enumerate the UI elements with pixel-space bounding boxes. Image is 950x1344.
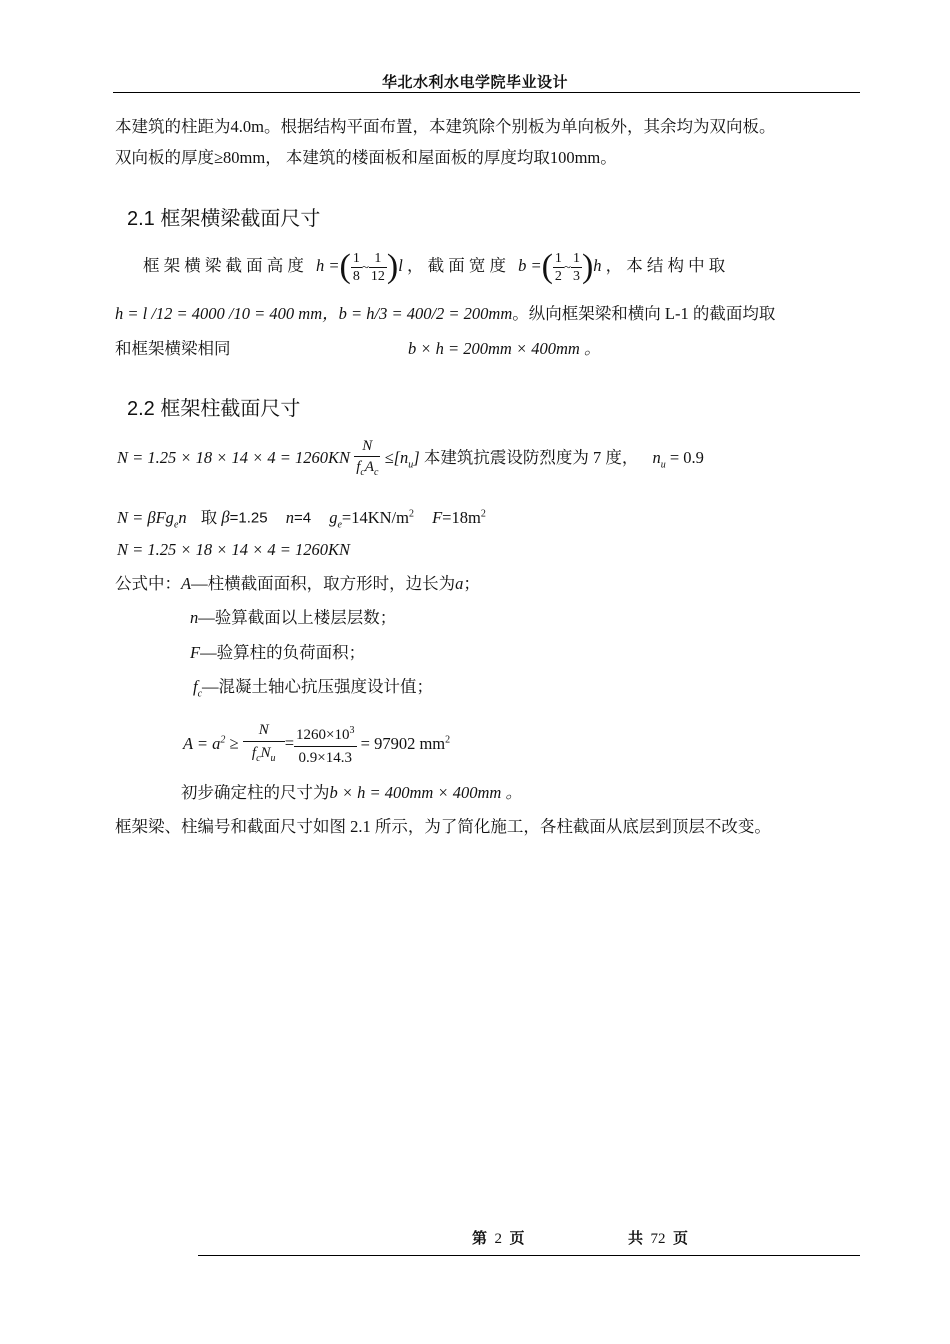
where-f-line: [193, 676, 433, 705]
section-2-2-heading: 2.2 框架柱截面尺寸: [127, 398, 301, 420]
page-number: 第 2 页: [472, 1231, 525, 1247]
eq-h-tilde: ~: [361, 259, 369, 274]
eq-h-rhs: l: [398, 256, 403, 275]
where-A-text: —柱横截面面积，取方形时，边长为: [191, 574, 456, 593]
eq2-n-val: =4: [293, 509, 312, 527]
where-n-line: [190, 607, 396, 629]
prelim-text: 初步确定柱的尺寸为: [181, 783, 330, 802]
eq1-main: N = 1.25 × 18 × 14 × 4 = 1260KN: [117, 448, 351, 467]
eq-b-tilde: ~: [563, 259, 571, 274]
right-paren-icon: ): [386, 248, 399, 286]
where-A-symbol: A: [181, 574, 192, 593]
where-label: 公式中：: [115, 574, 181, 593]
where-n-text: —验算截面以上楼层层数；: [198, 608, 397, 627]
eq3-line: N = 1.25 × 18 × 14 × 4 = 1260KN: [117, 540, 351, 559]
where-f-symbol: $f_c$: [193, 677, 203, 700]
where-F-symbol: F: [190, 643, 201, 662]
eq-h-frac-1: $\frac{1}{8}$: [352, 250, 360, 284]
eq1-text: 本建筑抗震设防烈度为 7 度，: [423, 448, 639, 467]
intro-line-1: 本建筑的柱距为4.0m。根据结构平面布置，本建筑除个别板为单向板外，其余均为双向板。: [115, 117, 776, 136]
where-f-text: —混凝土轴心抗压强度设计值；: [202, 677, 434, 696]
left-paren-icon: (: [339, 248, 351, 286]
eq2-take: 取: [200, 507, 218, 527]
section-2-1-line-3-eq: b × h = 200mm × 400mm 。: [408, 339, 601, 358]
total-pages: 共 72 页: [628, 1231, 689, 1247]
where-F-line: [190, 642, 365, 664]
right-paren-icon: ): [581, 248, 594, 286]
footer-rule: [198, 1255, 860, 1256]
eq1-line: [117, 432, 704, 484]
eq2-F-val: $=18m^2$: [442, 507, 486, 527]
section-2-1-line-2-text: 。纵向框架梁和横向 L-1 的截面均取: [512, 304, 776, 323]
where-A-end: ；: [463, 574, 480, 593]
structure-take-label: ， 本 结 构 中 取: [605, 256, 726, 275]
eq2-g: $g_e$: [329, 507, 342, 530]
eq2-n: n: [285, 507, 294, 527]
eqA-lhs: $A = a^2$: [183, 733, 226, 753]
eq2-g-val: $=14KN/m^2$: [341, 507, 414, 527]
eq2-beta: β: [221, 507, 230, 527]
eqA-line: [183, 712, 450, 768]
section-2-1-line-2: [115, 303, 775, 325]
eqA-eq: =: [284, 733, 295, 753]
eq2-line: [117, 503, 486, 536]
eq-h-frac-2: $\frac{1}{12}$: [370, 250, 385, 284]
section-2-1-line-3-text: 和框架横梁相同: [115, 339, 231, 358]
eqA-frac-1: $\frac{N}{f_cN_u}$: [243, 719, 285, 770]
left-paren-icon: (: [541, 248, 553, 286]
where-n-symbol: n: [190, 608, 199, 627]
eq2-formula: N = βFg$_e$n: [117, 507, 187, 530]
eqA-frac-2: $\frac{1260\times 10^3}{0.9\times 14.3}$: [294, 720, 356, 769]
beam-height-label: 框 架 横 梁 截 面 高 度: [143, 256, 304, 275]
eq1-nu: $n_u$: [652, 448, 666, 471]
eq2-F: F: [432, 507, 443, 527]
eq1-nu-val: = 0.9: [669, 448, 704, 467]
eq-b-rhs: h: [593, 256, 602, 275]
section-2-1-line-1: [143, 246, 725, 290]
where-F-text: —验算柱的负荷面积；: [200, 643, 366, 662]
eq-h-value: h = l /12 = 4000 /10 = 400 mm，b = h/3 = 400/2 = 200mm: [115, 304, 513, 323]
eqA-rhs: = 97902 $mm^2$: [360, 733, 451, 753]
beam-width-label: ， 截 面 宽 度: [406, 256, 506, 275]
eq1-frac: $\frac{N}{f_cA_c}$: [356, 437, 379, 478]
final-line: 框架梁、柱编号和截面尺寸如图 2.1 所示，为了简化施工，各柱截面从底层到顶层不改变。: [115, 817, 771, 836]
prelim-line: [181, 782, 522, 804]
intro-line-2: 双向板的厚度≥80mm， 本建筑的楼面板和屋面板的厚度均取100mm。: [115, 148, 617, 167]
where-A-a: a: [455, 574, 464, 593]
prelim-eq: b × h = 400mm × 400mm 。: [329, 783, 522, 802]
eqA-geq: ≥: [229, 733, 239, 753]
eq-b-frac-2: $\frac{1}{3}$: [572, 250, 580, 284]
where-A-line: [115, 573, 480, 595]
eq-b-lhs: b =: [518, 256, 542, 275]
section-2-1-heading: 2.1 框架横梁截面尺寸: [127, 208, 321, 230]
eq1-leq: $\le[n_u]$: [384, 448, 420, 471]
header-rule: [113, 92, 860, 93]
page-header-title: 华北水利水电学院毕业设计: [381, 74, 568, 91]
eq-b-frac-1: $\frac{1}{2}$: [554, 250, 562, 284]
eq-h-lhs: h =: [316, 256, 340, 275]
eq2-beta-val: =1.25: [229, 509, 268, 527]
